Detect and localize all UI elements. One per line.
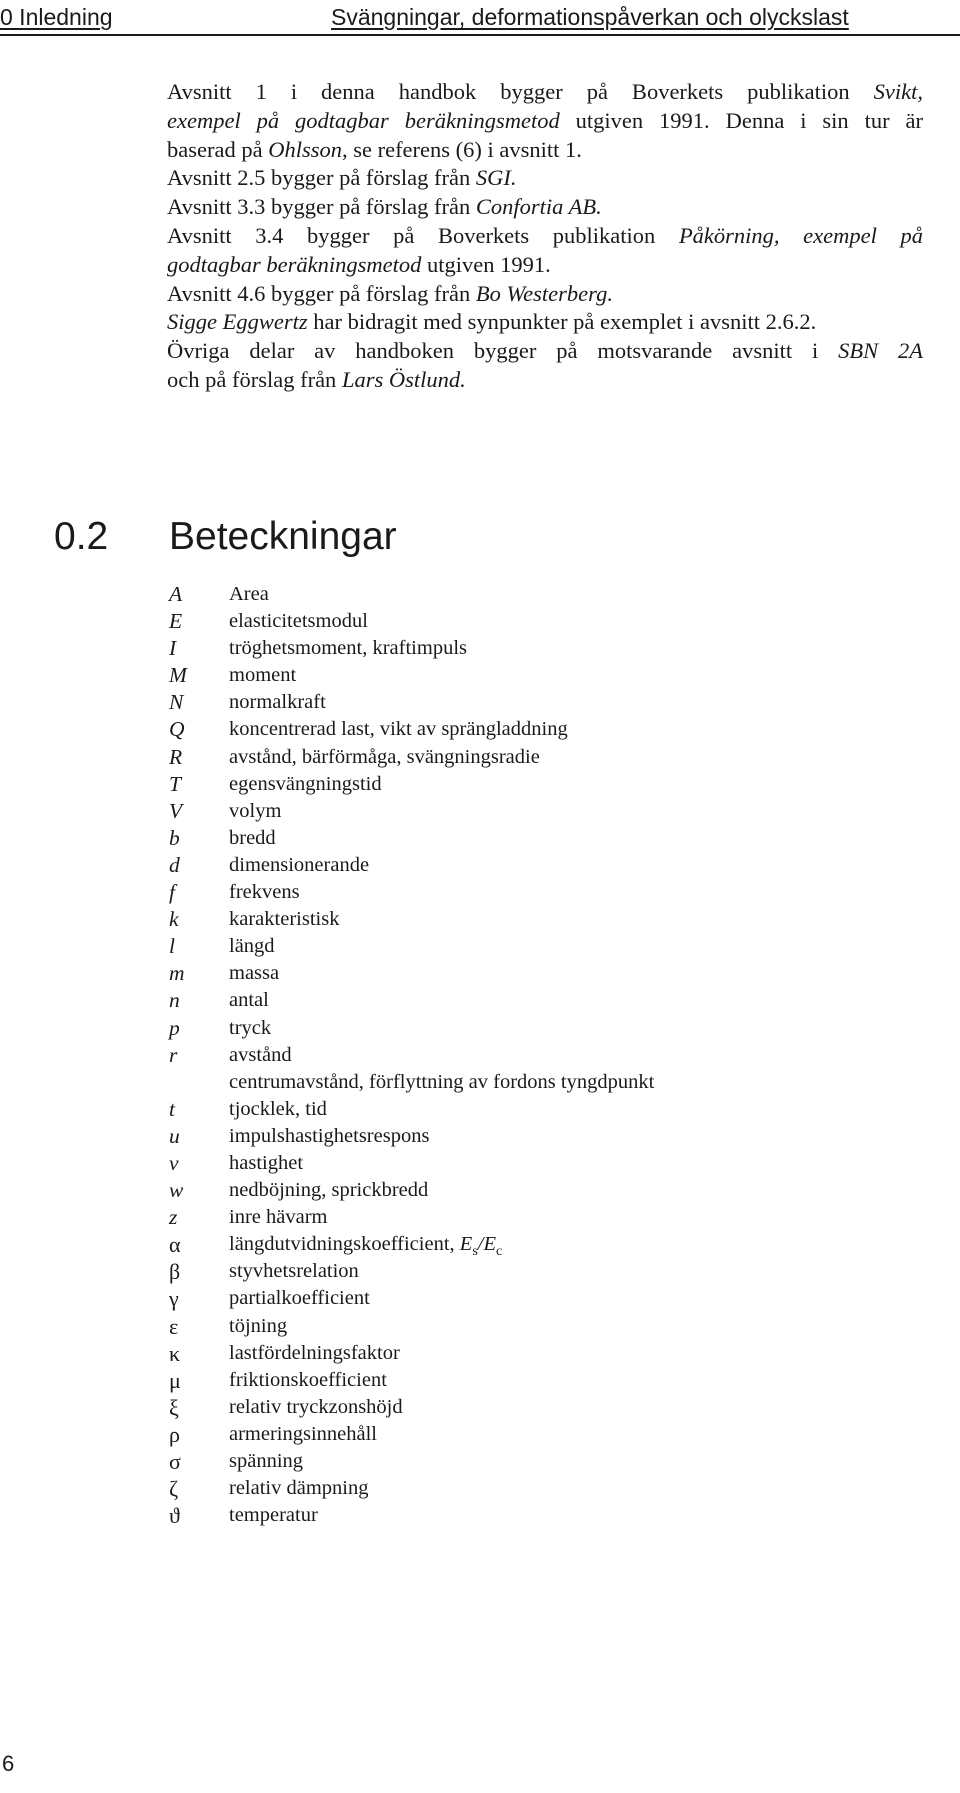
notation-row xyxy=(164,1042,924,1069)
notation-description: massa xyxy=(229,962,280,985)
notation-symbol: μ xyxy=(169,1367,181,1393)
notation-symbol: E xyxy=(169,609,183,634)
notation-symbol: u xyxy=(169,1123,180,1148)
intro-line-11: och på förslag från Lars Östlund. xyxy=(167,366,466,392)
notation-symbol: ε xyxy=(169,1313,179,1339)
notation-description: karakteristisk xyxy=(229,908,340,931)
notation-description: styvhetsrelation xyxy=(229,1260,359,1283)
notation-symbol: κ xyxy=(169,1340,181,1366)
notation-row xyxy=(164,1502,924,1529)
notation-row xyxy=(164,1475,924,1502)
notation-description: impulshastighetsrespons xyxy=(229,1124,430,1147)
notation-description: friktionskoefficient xyxy=(229,1368,387,1391)
notation-symbol: m xyxy=(169,961,185,986)
notation-description: partialkoefficient xyxy=(229,1287,370,1310)
section-number: 0.2 xyxy=(54,515,109,558)
notation-row xyxy=(164,933,924,960)
notation-row xyxy=(164,1069,924,1096)
book-title: Svängningar, deformationspåverkan och olyckslast xyxy=(331,4,849,30)
notation-list xyxy=(164,581,924,1529)
notation-description: inre hävarm xyxy=(229,1206,328,1229)
notation-description: antal xyxy=(229,989,269,1012)
notation-symbol: A xyxy=(169,582,183,606)
notation-row xyxy=(164,581,924,608)
notation-row xyxy=(164,1285,924,1312)
notation-row xyxy=(164,987,924,1014)
notation-description: tjocklek, tid xyxy=(229,1097,327,1120)
notation-row xyxy=(164,1204,924,1231)
notation-description: avstånd, bärförmåga, svängningsradie xyxy=(229,745,540,768)
intro-line-1: Avsnitt 1 i denna handbok bygger på Boverkets publikation Svikt, xyxy=(167,79,923,104)
notation-symbol: M xyxy=(169,663,187,688)
notation-description: centrumavstånd, förflyttning av fordons tyngdpunkt xyxy=(229,1070,655,1093)
intro-line-6: Avsnitt 3.4 bygger på Boverkets publikation Påkörning, exempel på xyxy=(167,222,924,248)
notation-symbol: n xyxy=(169,988,180,1013)
notation-row xyxy=(164,662,924,689)
notation-description: nedböjning, sprickbredd xyxy=(229,1179,429,1202)
notation-description: dimensionerande xyxy=(229,853,370,876)
notation-description: koncentrerad last, vikt av sprängladdning xyxy=(229,718,568,741)
notation-symbol: z xyxy=(169,1205,178,1230)
notation-row xyxy=(164,906,924,933)
notation-symbol: N xyxy=(169,690,184,715)
notation-row xyxy=(164,1394,924,1421)
notation-description: töjning xyxy=(229,1314,288,1337)
notation-row xyxy=(164,960,924,987)
running-header xyxy=(0,0,960,36)
notation-description: elasticitetsmodul xyxy=(229,610,368,633)
notation-description: relativ tryckzonshöjd xyxy=(229,1395,403,1418)
notation-row xyxy=(164,1448,924,1475)
notation-row xyxy=(164,852,924,879)
notation-symbol: ζ xyxy=(169,1476,179,1502)
notation-description: bredd xyxy=(229,826,276,849)
intro-line-3: baserad på Ohlsson, se referens (6) i avsnitt 1. xyxy=(167,136,582,162)
notation-description: avstånd xyxy=(229,1043,292,1066)
notation-row xyxy=(164,1015,924,1042)
page-number: 6 xyxy=(2,1751,15,1776)
notation-row xyxy=(164,716,924,743)
notation-row xyxy=(164,1123,924,1150)
notation-symbol: Q xyxy=(169,717,185,742)
notation-symbol: l xyxy=(169,934,175,959)
notation-description: spänning xyxy=(229,1450,304,1472)
notation-row xyxy=(164,1367,924,1394)
notation-description: frekvens xyxy=(229,881,300,904)
notation-description: Area xyxy=(229,583,269,605)
notation-row xyxy=(164,1340,924,1367)
notation-row xyxy=(164,1421,924,1448)
notation-description: volym xyxy=(229,799,282,822)
notation-row xyxy=(164,1096,924,1123)
notation-symbol: R xyxy=(169,744,183,769)
notation-row xyxy=(164,825,924,852)
notation-symbol: γ xyxy=(169,1286,179,1312)
notation-symbol: β xyxy=(169,1259,181,1285)
intro-line-4: Avsnitt 2.5 bygger på förslag från SGI. xyxy=(167,165,517,191)
notation-description: normalkraft xyxy=(229,691,326,714)
notation-description: egensvängningstid xyxy=(229,772,382,795)
notation-description: temperatur xyxy=(229,1504,318,1527)
notation-symbol: k xyxy=(169,907,179,932)
notation-symbol: ρ xyxy=(169,1421,180,1447)
notation-row xyxy=(164,1177,924,1204)
notation-row xyxy=(164,771,924,798)
intro-text xyxy=(167,78,923,395)
notation-row xyxy=(164,798,924,825)
notation-description: längd xyxy=(229,935,275,958)
intro-line-2: exempel på godtagbar beräkningsmetod utgiven 1991. Denna i sin tur är xyxy=(167,107,923,133)
notation-row xyxy=(164,879,924,906)
chapter-title: 0 Inledning xyxy=(0,4,113,30)
intro-line-8: Avsnitt 4.6 bygger på förslag från Bo Westerberg. xyxy=(167,280,613,306)
notation-description: hastighet xyxy=(229,1151,304,1174)
notation-symbol: σ xyxy=(169,1449,181,1474)
notation-symbol: t xyxy=(169,1096,175,1121)
notation-description: moment xyxy=(229,664,297,687)
notation-description: längdutvidningskoefficient, $E_s/E_c$ xyxy=(229,1233,503,1260)
notation-symbol: p xyxy=(169,1015,180,1040)
intro-line-7: godtagbar beräkningsmetod utgiven 1991. xyxy=(167,251,551,277)
notation-symbol: w xyxy=(169,1178,184,1203)
notation-symbol: V xyxy=(169,798,183,823)
notation-row xyxy=(164,635,924,662)
notation-symbol: ξ xyxy=(169,1394,179,1420)
notation-row xyxy=(164,1231,924,1258)
notation-symbol: ϑ xyxy=(169,1503,180,1529)
notation-symbol: f xyxy=(169,880,175,905)
notation-row xyxy=(164,1258,924,1285)
notation-description: tryck xyxy=(229,1016,272,1039)
notation-row xyxy=(164,744,924,771)
notation-row xyxy=(164,689,924,716)
notation-symbol: b xyxy=(169,825,180,850)
notation-description: armeringsinnehåll xyxy=(229,1422,378,1445)
notation-symbol: α xyxy=(169,1232,181,1258)
notation-row xyxy=(164,1313,924,1340)
notation-description: tröghetsmoment, kraftimpuls xyxy=(229,637,467,660)
notation-row xyxy=(164,608,924,635)
notation-description: lastfördelningsfaktor xyxy=(229,1341,400,1364)
notation-description: relativ dämpning xyxy=(229,1477,369,1500)
intro-line-5: Avsnitt 3.3 bygger på förslag från Confortia AB. xyxy=(167,194,602,220)
notation-symbol: v xyxy=(169,1150,179,1175)
notation-symbol: I xyxy=(169,636,177,661)
intro-line-10: Övriga delar av handboken bygger på motsvarande avsnitt i SBN 2A xyxy=(167,338,923,364)
intro-line-9: Sigge Eggwertz har bidragit med synpunkter på exemplet i avsnitt 2.6.2. xyxy=(167,309,817,335)
notation-row xyxy=(164,1150,924,1177)
notation-symbol: T xyxy=(169,771,181,796)
notation-symbol: r xyxy=(169,1042,178,1067)
section-title: Beteckningar xyxy=(169,515,397,558)
notation-symbol: d xyxy=(169,852,180,877)
